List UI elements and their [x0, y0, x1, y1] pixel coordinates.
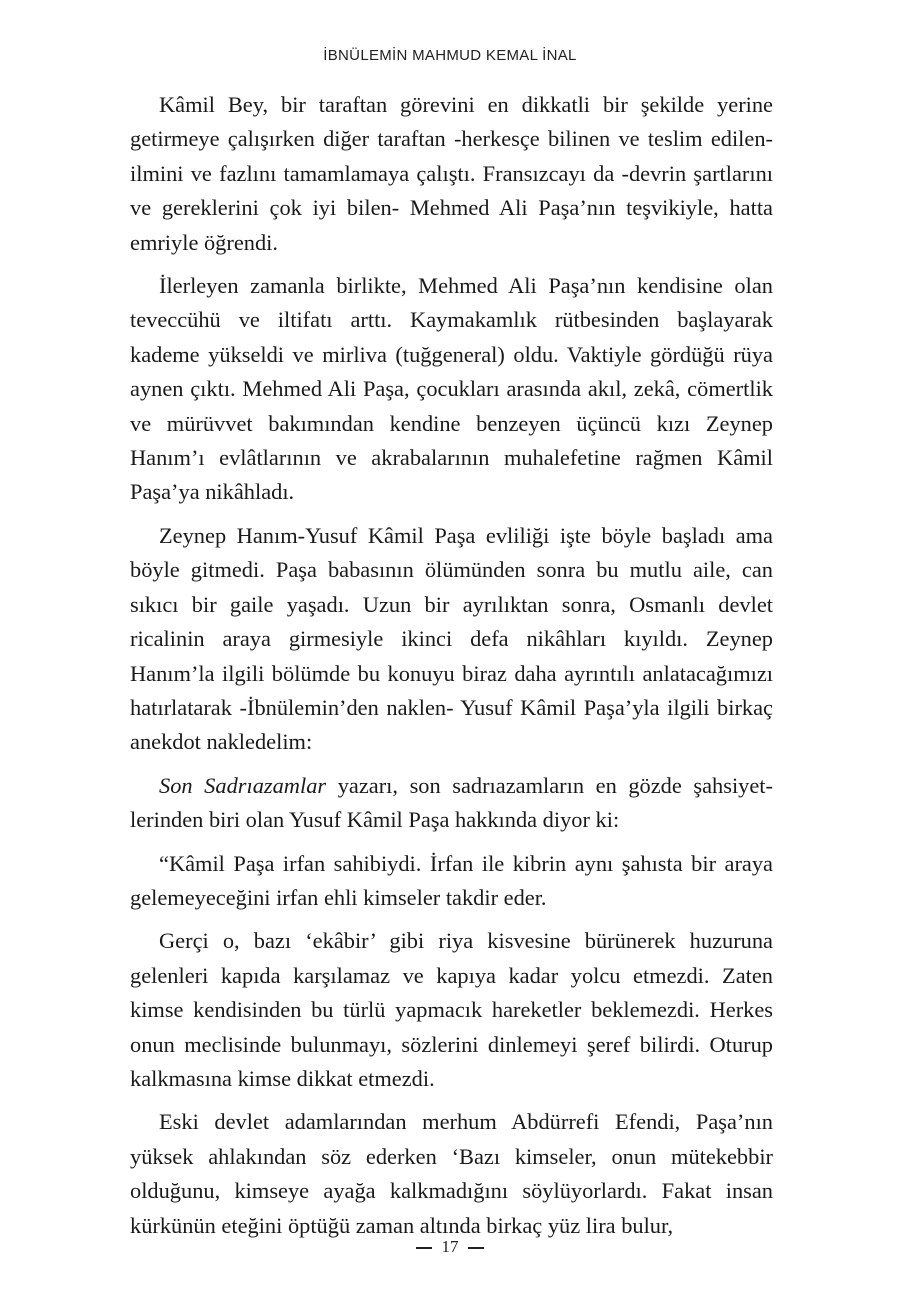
- paragraph-5: “Kâmil Paşa irfan sahibiydi. İrfan ile kibrin aynı şahısta bir araya gelemeyeceğini irfan ehli kimseler takdir eder.: [130, 850, 773, 910]
- paragraph-4-text: yazarı, son sadrıazamların en gözde şahsiyetlerinden biri olan Yusuf Kâmil Paşa hakkında diyor ki:: [130, 772, 774, 833]
- paragraph-1: Kâmil Bey, bir taraftan görevini en dikkatli bir şekilde yerine getirmeye çalışırken diğer taraftan -herkesçe bilinen ve teslim edilen- ilmini ve fazlını tamamlamaya çalıştı. Fransızcayı da -devrin şartlarını ve gereklerini çok iyi bilen- Mehmed Ali Paşa’nın teşvikiyle, hatta emriyle öğrendi.: [130, 92, 773, 255]
- paragraph-7: Eski devlet adamlarından merhum Abdürrefi Efendi, Paşa’nın yüksek ahlakından söz ederken ‘Bazı kimseler, onun mütekebbir olduğunu, kimseye ayağa kalkmadığını söylüyorlardı. Fakat insan kürkünün eteğini öptüğü zaman altında birkaç yüz lira bulur,: [130, 1109, 773, 1238]
- paragraph-2: İlerleyen zamanla birlikte, Mehmed Ali Paşa’nın kendisine olan teveccühü ve iltifatı arttı. Kaymakamlık rütbesinden başlayarak kademe yükseldi ve mirliva (tuğgeneral) oldu. Vaktiyle gördüğü rüya aynen çıktı. Mehmed Ali Paşa, çocukları arasında akıl, zekâ, cömertlik ve mürüvvet bakımından kendine benzeyen üçüncü kızı Zeynep Hanım’ı evlâtlarının ve akrabalarının muhalefetine rağmen Kâmil Paşa’ya nikâhladı.: [130, 273, 773, 505]
- book-title-italic: Son Sadrıazamlar: [159, 772, 327, 798]
- paragraph-4: [130, 769, 773, 838]
- body-text: [130, 88, 773, 1243]
- footer-dash-right: [468, 1247, 484, 1249]
- paragraph-6: Gerçi o, bazı ‘ekâbir’ gibi riya kisvesine bürünerek huzuruna gelenleri kapıda karşılamaz ve kapıya kadar yolcu etmezdi. Zaten kimse kendisinden bu türlü yapmacık hareketler beklemezdi. Herkes onun meclisinde bulunmayı, sözlerini dinlemeyi şeref bilirdi. Oturup kalkmasına kimse dikkat etmezdi.: [130, 928, 773, 1091]
- paragraph-3: Zeynep Hanım-Yusuf Kâmil Paşa evliliği işte böyle başladı ama böyle gitmedi. Paşa babasının ölümünden sonra bu mutlu aile, can sıkıcı bir gaile yaşadı. Uzun bir ayrılıktan sonra, Osmanlı devlet ricalinin araya girmesiyle ikinci defa nikâhları kıyıldı. Zeynep Hanım’la ilgili bölümde bu konuyu biraz daha ayrıntılı anlatacağımızı hatırlatarak -İbnülemin’den naklen- Yusuf Kâmil Paşa’yla ilgili birkaç anekdot nakledelim:: [130, 522, 773, 755]
- footer-dash-left: [416, 1247, 432, 1249]
- running-header: İBNÜLEMİN MAHMUD KEMAL İNAL: [323, 47, 577, 64]
- page-footer: [0, 1237, 900, 1257]
- page-number: 17: [441, 1237, 459, 1256]
